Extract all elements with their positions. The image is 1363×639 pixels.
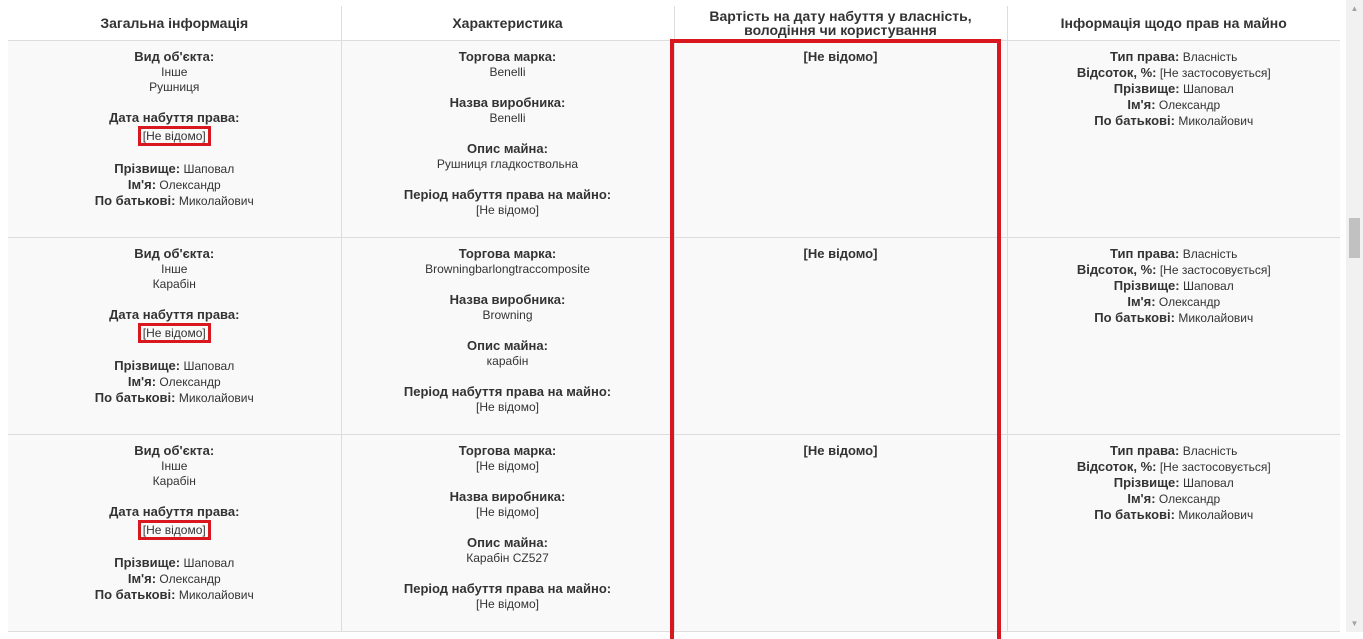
table-row xyxy=(8,435,1340,632)
percent-label: Відсоток, %: xyxy=(1076,459,1157,474)
rights-name-label: Ім'я: xyxy=(1127,97,1156,112)
object-type-label: Вид об'єкта: xyxy=(134,246,215,261)
description-label: Опис майна: xyxy=(467,338,548,353)
name-value: Олександр xyxy=(159,572,221,586)
description-label: Опис майна: xyxy=(467,141,548,156)
value-amount: [Не відомо] xyxy=(803,49,878,64)
table-header-row xyxy=(8,6,1340,41)
description-value: карабін xyxy=(486,354,529,368)
acquired-date-label: Дата набуття права: xyxy=(109,110,240,125)
table-row xyxy=(8,41,1340,238)
percent-value: [Не застосовується] xyxy=(1159,66,1271,80)
object-type-label: Вид об'єкта: xyxy=(134,49,215,64)
acquired-date-label: Дата набуття права: xyxy=(109,504,240,519)
brand-label: Торгова марка: xyxy=(458,246,557,261)
object-name: Рушниця xyxy=(149,80,200,94)
surname-label: Прізвище: xyxy=(114,161,181,176)
percent-value: [Не застосовується] xyxy=(1159,263,1271,277)
right-type-value: Власність xyxy=(1182,247,1238,261)
header-value xyxy=(674,6,1007,41)
right-type-label: Тип права: xyxy=(1110,443,1180,458)
general-info-cell xyxy=(8,435,341,632)
object-name: Карабін xyxy=(152,474,196,488)
rights-surname-value: Шаповал xyxy=(1182,476,1234,490)
rights-patronymic-value: Миколайович xyxy=(1178,508,1254,522)
brand-label: Торгова марка: xyxy=(458,49,557,64)
rights-surname-label: Прізвище: xyxy=(1113,278,1180,293)
value-cell xyxy=(674,41,1007,238)
right-type-value: Власність xyxy=(1182,50,1238,64)
general-info-cell xyxy=(8,238,341,435)
manufacturer-label: Назва виробника: xyxy=(449,292,566,307)
rights-patronymic-label: По батькові: xyxy=(1094,507,1175,522)
header-characteristic: Характеристика xyxy=(341,6,674,41)
patronymic-label: По батькові: xyxy=(94,390,176,405)
patronymic-value: Миколайович xyxy=(178,194,254,208)
patronymic-label: По батькові: xyxy=(94,587,176,602)
rights-surname-label: Прізвище: xyxy=(1113,475,1180,490)
right-type-label: Тип права: xyxy=(1110,246,1180,261)
surname-label: Прізвище: xyxy=(114,358,181,373)
period-value: [Не відомо] xyxy=(476,203,539,217)
rights-patronymic-value: Миколайович xyxy=(1178,114,1254,128)
manufacturer-value: [Не відомо] xyxy=(476,505,539,519)
name-value: Олександр xyxy=(159,178,221,192)
arrow-up-icon[interactable]: ▲ xyxy=(1350,4,1359,13)
vertical-scrollbar[interactable] xyxy=(1346,0,1363,632)
percent-value: [Не застосовується] xyxy=(1159,460,1271,474)
characteristic-cell xyxy=(341,435,674,632)
name-value: Олександр xyxy=(159,375,221,389)
description-value: Карабін CZ527 xyxy=(466,551,549,565)
acquired-date-value-highlighted: [Не відомо] xyxy=(138,323,211,343)
general-info-cell xyxy=(8,41,341,238)
surname-value: Шаповал xyxy=(183,556,235,570)
acquired-date-value-highlighted: [Не відомо] xyxy=(138,520,211,540)
object-kind: Інше xyxy=(161,459,188,473)
acquired-date-value-highlighted: [Не відомо] xyxy=(138,126,211,146)
header-general: Загальна інформація xyxy=(8,6,341,41)
brand-value: Browningbarlongtraccomposite xyxy=(425,262,590,276)
arrow-down-icon[interactable]: ▼ xyxy=(1350,619,1359,628)
header-value-line2: володіння чи користування xyxy=(744,22,937,38)
right-type-label: Тип права: xyxy=(1110,49,1180,64)
manufacturer-label: Назва виробника: xyxy=(449,489,566,504)
object-type-label: Вид об'єкта: xyxy=(134,443,215,458)
table-row xyxy=(8,238,1340,435)
description-label: Опис майна: xyxy=(467,535,548,550)
acquired-date-label: Дата набуття права: xyxy=(109,307,240,322)
value-amount: [Не відомо] xyxy=(803,443,878,458)
rights-patronymic-label: По батькові: xyxy=(1094,310,1175,325)
description-value: Рушниця гладкоствольна xyxy=(436,157,579,171)
rights-cell xyxy=(1007,41,1340,238)
brand-value: Benelli xyxy=(489,65,526,79)
property-table xyxy=(8,6,1340,632)
surname-label: Прізвище: xyxy=(114,555,181,570)
object-name: Карабін xyxy=(152,277,196,291)
patronymic-value: Миколайович xyxy=(178,391,254,405)
percent-label: Відсоток, %: xyxy=(1076,262,1157,277)
right-type-value: Власність xyxy=(1182,444,1238,458)
patronymic-value: Миколайович xyxy=(178,588,254,602)
rights-surname-value: Шаповал xyxy=(1182,279,1234,293)
header-value-line1: Вартість на дату набуття у власність, xyxy=(709,8,972,24)
rights-name-label: Ім'я: xyxy=(1127,294,1156,309)
rights-name-value: Олександр xyxy=(1158,492,1221,506)
rights-cell xyxy=(1007,238,1340,435)
period-label: Період набуття права на майно: xyxy=(403,581,612,596)
brand-label: Торгова марка: xyxy=(458,443,557,458)
name-label: Ім'я: xyxy=(127,374,157,389)
surname-value: Шаповал xyxy=(183,359,235,373)
manufacturer-value: Benelli xyxy=(489,111,526,125)
object-kind: Інше xyxy=(161,262,188,276)
value-cell xyxy=(674,238,1007,435)
period-value: [Не відомо] xyxy=(476,400,539,414)
period-label: Період набуття права на майно: xyxy=(403,187,612,202)
scrollbar-thumb[interactable] xyxy=(1349,218,1360,258)
characteristic-cell xyxy=(341,238,674,435)
name-label: Ім'я: xyxy=(127,571,157,586)
rights-cell xyxy=(1007,435,1340,632)
rights-patronymic-value: Миколайович xyxy=(1178,311,1254,325)
name-label: Ім'я: xyxy=(127,177,157,192)
rights-name-value: Олександр xyxy=(1158,295,1221,309)
characteristic-cell xyxy=(341,41,674,238)
period-label: Період набуття права на майно: xyxy=(403,384,612,399)
header-rights: Інформація щодо прав на майно xyxy=(1007,6,1340,41)
manufacturer-value: Browning xyxy=(482,308,533,322)
patronymic-label: По батькові: xyxy=(94,193,176,208)
rights-surname-label: Прізвище: xyxy=(1113,81,1180,96)
value-cell xyxy=(674,435,1007,632)
rights-name-label: Ім'я: xyxy=(1127,491,1156,506)
brand-value: [Не відомо] xyxy=(476,459,539,473)
percent-label: Відсоток, %: xyxy=(1076,65,1157,80)
value-amount: [Не відомо] xyxy=(803,246,878,261)
period-value: [Не відомо] xyxy=(476,597,539,611)
surname-value: Шаповал xyxy=(183,162,235,176)
property-table-container xyxy=(8,6,1340,632)
rights-patronymic-label: По батькові: xyxy=(1094,113,1175,128)
manufacturer-label: Назва виробника: xyxy=(449,95,566,110)
rights-surname-value: Шаповал xyxy=(1182,82,1234,96)
object-kind: Інше xyxy=(161,65,188,79)
rights-name-value: Олександр xyxy=(1158,98,1221,112)
